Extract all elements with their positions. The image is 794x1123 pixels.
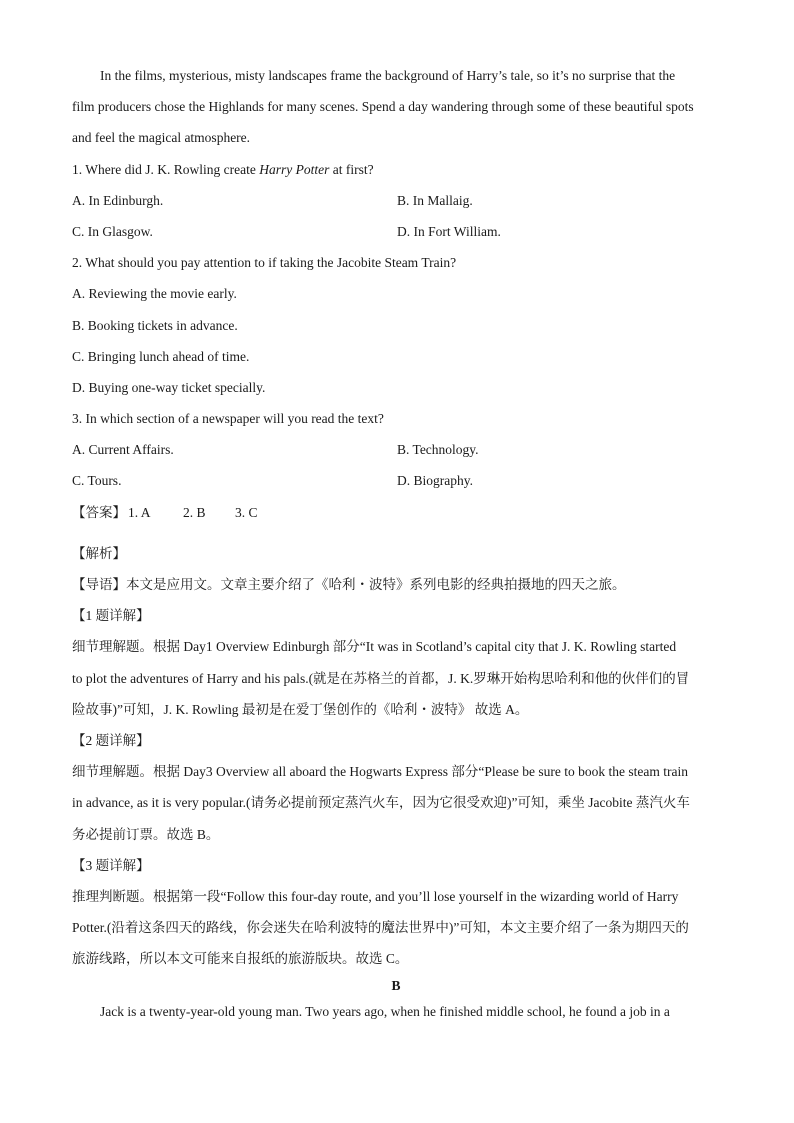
detail-line: 务必提前订票。故选 B。 <box>72 826 220 842</box>
passage-line: In the films, mysterious, misty landscapes frame the background of Harry’s tale, so it’s no surprise that the <box>100 68 676 83</box>
answer-item: 1. A <box>128 504 151 520</box>
detail-2-heading: 【2 题详解】 <box>72 732 150 748</box>
detail-line: 细节理解题。根据 Day3 Overview all aboard the Hogwarts Express 部分“Please be sure to book the steam train <box>72 764 688 780</box>
option-c: C. Tours. <box>72 473 122 489</box>
detail-line: Potter.(沿着这条四天的路线，你会迷失在哈利波特的魔法世界中)”可知，本文主要介绍了一条为期四天的 <box>72 920 689 936</box>
answer-line <box>72 497 720 528</box>
option-c: C. Bringing lunch ahead of time. <box>72 348 250 364</box>
option-c: C. In Glasgow. <box>72 223 153 239</box>
option-d: D. In Fort William. <box>397 223 501 239</box>
option-row <box>72 216 720 247</box>
detail-line: 细节理解题。根据 Day1 Overview Edinburgh 部分“It was in Scotland’s capital city that J. K. Rowling started <box>72 639 677 655</box>
analysis-intro: 【导语】本文是应用文。文章主要介绍了《哈利・波特》系列电影的经典拍摄地的四天之旅。 <box>72 577 626 592</box>
book-title: Harry Potter <box>259 161 330 177</box>
question-1-stem <box>72 154 720 185</box>
option-d: D. Buying one-way ticket specially. <box>72 379 266 395</box>
analysis-heading: 【解析】 <box>72 545 126 561</box>
page-content <box>72 60 720 1027</box>
option-b: B. Booking tickets in advance. <box>72 317 238 333</box>
question-stem-text: 1. Where did J. K. Rowling create <box>72 161 260 177</box>
answer-item: 2. B <box>183 504 206 520</box>
option-b: B. In Mallaig. <box>397 192 473 208</box>
option-row <box>72 434 720 465</box>
option-a: A. In Edinburgh. <box>72 192 164 208</box>
answer-item: 3. C <box>235 504 258 520</box>
option-d: D. Biography. <box>397 473 473 489</box>
passage-line: and feel the magical atmosphere. <box>72 130 251 146</box>
question-stem-text: at first? <box>329 161 374 177</box>
detail-line: 旅游线路，所以本文可能来自报纸的旅游版块。故选 C。 <box>72 951 409 967</box>
detail-line: in advance, as it is very popular.(请务必提前预定蒸汽火车，因为它很受欢迎)”可知，乘坐 Jacobite 蒸汽火车 <box>72 795 690 811</box>
passage-line: film producers chose the Highlands for many scenes. Spend a day wandering through some of these beautiful spots <box>72 99 694 115</box>
option-row <box>72 185 720 216</box>
answer-label: 【答案】 <box>72 504 126 520</box>
question-3-stem: 3. In which section of a newspaper will you read the text? <box>72 411 384 427</box>
question-2-stem: 2. What should you pay attention to if taking the Jacobite Steam Train? <box>72 255 457 271</box>
detail-line: 险故事)”可知，J. K. Rowling 最初是在爱丁堡创作的《哈利・波特》 故选 A。 <box>72 701 529 717</box>
detail-1-heading: 【1 题详解】 <box>72 608 150 624</box>
detail-line: 推理判断题。根据第一段“Follow this four-day route, and you’ll lose yourself in the wizarding world of Harry <box>72 888 679 904</box>
detail-line: to plot the adventures of Harry and his pals.(就是在苏格兰的首都，J. K.罗琳开始构思哈利和他的伙伴们的冒 <box>72 670 690 686</box>
passage-b-first-line: Jack is a twenty-year-old young man. Two years ago, when he finished middle school, he found a job in a <box>100 1003 670 1019</box>
detail-3-heading: 【3 题详解】 <box>72 857 150 873</box>
option-a: A. Current Affairs. <box>72 442 174 458</box>
option-a: A. Reviewing the movie early. <box>72 286 237 302</box>
option-row <box>72 465 720 496</box>
section-b-heading: B <box>391 978 401 994</box>
option-b: B. Technology. <box>397 442 479 458</box>
